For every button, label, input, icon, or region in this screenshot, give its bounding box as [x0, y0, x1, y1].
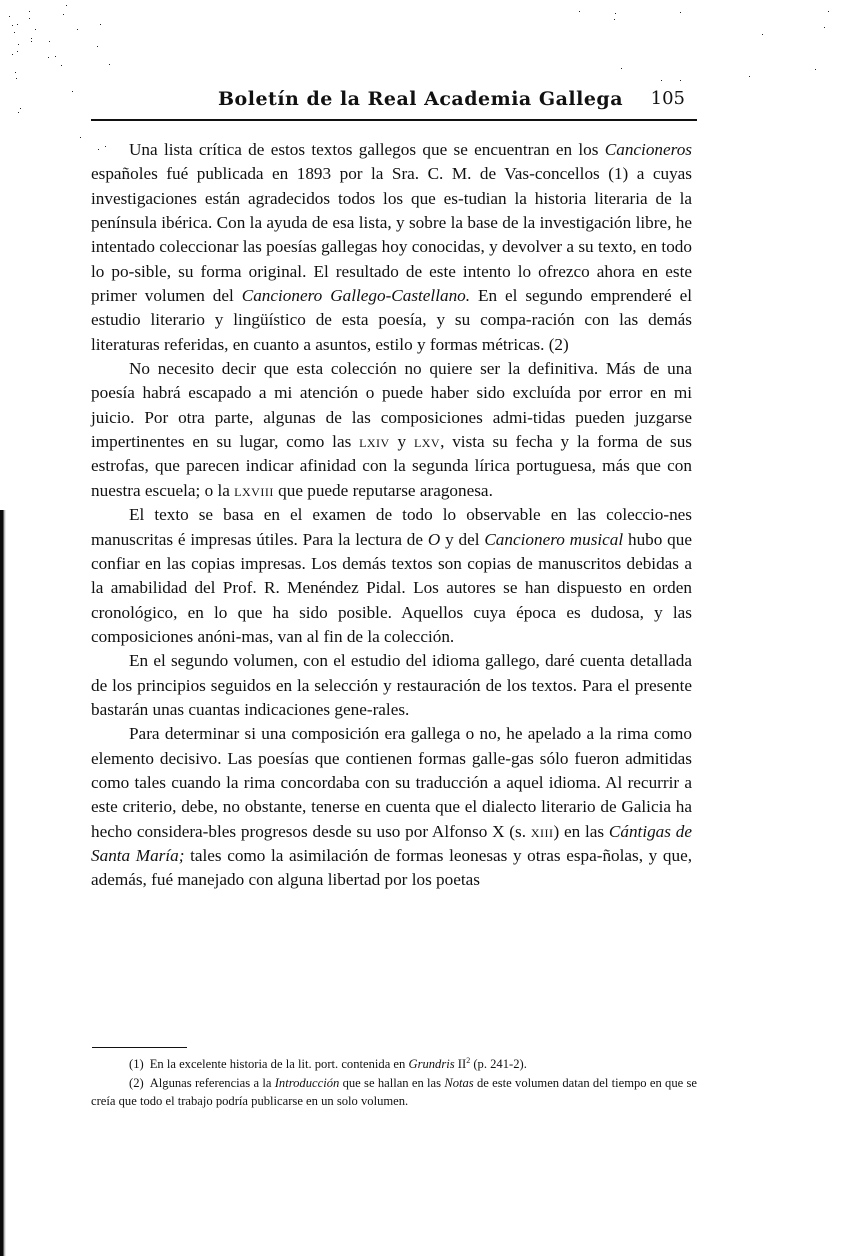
text-run: Para determinar si una composición era gallega o no, he apelado a la rima como elemento decisivo. Las poesías que contienen formas galle-gas sólo fueron admitidas como tales cuando la rima concordaba con su traducción a aquel idioma. Al recurrir a este criterio, debe, no obstante, tenerse en cuenta que el dialecto literario de Galicia ha hecho considera-bles progresos desde su uso por Alfonso X (s.	[91, 724, 692, 841]
footnote-marker: (1)	[129, 1057, 144, 1071]
body-text	[91, 138, 692, 893]
scan-speck	[29, 18, 30, 19]
scan-speck	[35, 29, 36, 30]
footnote-rule	[92, 1047, 187, 1048]
scan-speck	[100, 24, 101, 25]
paragraph	[91, 138, 692, 357]
scan-speck	[579, 11, 580, 12]
footnote	[91, 1074, 697, 1111]
scan-speck	[77, 29, 78, 30]
footnote-marker: (2)	[129, 1075, 144, 1090]
italic-text: Cancionero Gallego-Castellano.	[241, 286, 471, 306]
text-run: Una lista crítica de estos textos gallegos que se encuentran en los	[129, 140, 605, 159]
paragraph	[91, 649, 692, 722]
text-run: españoles fué publicada en 1893 por la Sra. C. M. de Vas-concellos (1) a cuyas investigaciones están agradecidos todos los que es-tudian la historia literaria de la península ibérica. Con la ayuda de esa lista, y sobre la base de la investigación libre, he intentado coleccionar las poesías gallegas hoy conocidas, y devolver a su texto, en todo lo po-sible, su forma original. El resultado de este intento lo ofrezco ahora en este primer volumen del	[91, 164, 692, 306]
text-run: No necesito decir que esta colección no quiere ser la definitiva. Más de una poesía habrá escapado a mi atención o puede haber sido excluída por error en mi juicio. Por otra parte, algunas de las composiciones admi-tidas pueden juzgarse impertinentes en su lugar, como las	[91, 359, 692, 452]
text-run: y	[389, 432, 414, 452]
scan-speck	[49, 41, 50, 42]
scan-speck	[17, 24, 18, 25]
footnotes	[91, 1055, 697, 1111]
scan-speck	[815, 69, 816, 70]
scan-speck	[621, 68, 622, 69]
scan-speck	[55, 56, 56, 57]
scan-speck	[828, 11, 829, 12]
scan-speck	[29, 11, 30, 12]
scan-speck	[48, 57, 49, 58]
text-run: En la excelente historia de la lit. port. contenida en	[149, 1057, 409, 1071]
scan-speck	[66, 5, 67, 6]
scan-speck	[824, 27, 825, 28]
page-number: 105	[650, 88, 685, 109]
italic-text: O	[427, 529, 441, 549]
scan-speck	[18, 44, 19, 45]
footnote	[91, 1055, 697, 1074]
text-run: que puede reputarse aragonesa.	[273, 480, 493, 500]
roman-numeral: lxviii	[234, 480, 274, 500]
scan-speck	[762, 34, 763, 35]
italic-text: Grundris	[408, 1057, 455, 1071]
scan-speck	[614, 19, 615, 20]
scan-speck	[31, 38, 32, 39]
running-head	[91, 88, 697, 114]
scan-speck	[72, 91, 73, 92]
scan-edge-shadow	[0, 510, 6, 1256]
italic-text: Notas	[444, 1075, 474, 1090]
text-run: tales como la asimilación de formas leonesas y otras espa-ñolas, y que, además, fué manejado con alguna libertad por los poetas	[91, 845, 692, 890]
text-run: que se hallan en las	[339, 1075, 445, 1090]
header-rule	[91, 119, 697, 121]
scan-speck	[31, 41, 32, 42]
scan-speck	[18, 112, 19, 113]
scan-speck	[16, 78, 17, 79]
italic-text: Cancioneros	[604, 140, 692, 159]
scan-speck	[98, 149, 99, 150]
scan-speck	[80, 137, 81, 138]
text-run: y del	[440, 529, 485, 549]
text-run: hubo que confiar en las copias impresas. Los demás textos son copias de manuscritos debidas a la amabilidad del Prof. R. Menéndez Pidal. Los autores se han dispuesto en orden cronológico, en lo que ha sido posible. Aquellos cuya época es dudosa, y las composiciones anóni-mas, van al fin de la colección.	[91, 529, 692, 646]
text-run: , vista su fecha y la forma de sus estrofas, que parecen indicar afinidad con la segunda lírica portuguesa, más que con nuestra escuela; o la	[91, 432, 692, 500]
text-run: II	[454, 1057, 467, 1071]
text-run: de este volumen datan del tiempo en que se creía que todo el trabajo podría publicarse en un solo volumen.	[91, 1075, 697, 1108]
scan-speck	[109, 64, 110, 65]
text-run: Algunas referencias a la	[149, 1075, 275, 1090]
running-title: Boletín de la Real Academia Gallega	[218, 88, 624, 110]
text-run: (p. 241-2).	[470, 1057, 527, 1071]
scan-speck	[61, 65, 62, 66]
scan-speck	[20, 108, 21, 109]
scan-speck	[15, 72, 16, 73]
scan-speck	[680, 80, 681, 81]
roman-numeral: xiii	[530, 821, 554, 841]
paragraph	[91, 357, 692, 503]
scan-speck	[17, 51, 18, 52]
scan-speck	[12, 54, 13, 55]
scan-speck	[97, 46, 98, 47]
italic-text: Cántigas de Santa María;	[91, 821, 692, 865]
scan-speck	[749, 76, 750, 77]
scan-speck	[14, 32, 15, 33]
scan-speck	[63, 14, 64, 15]
roman-numeral: lxv	[413, 432, 441, 452]
scan-speck	[680, 12, 681, 13]
text-run: El texto se basa en el examen de todo lo observable en las coleccio-nes manuscritas é impresas útiles. Para la lectura de	[91, 505, 692, 549]
text-run: En el segundo emprenderé el estudio literario y lingüístico de esta poesía, y su compa-ración con las demás literaturas referidas, en cuanto a asuntos, estilo y formas métricas. (2)	[91, 286, 693, 354]
scan-speck	[9, 16, 10, 17]
roman-numeral: lxiv	[359, 432, 390, 452]
scan-speck	[661, 80, 662, 81]
text-run: En el segundo volumen, con el estudio del idioma gallego, daré cuenta detallada de los principios seguidos en la selección y restauración de los textos. Para el presente bastarán unas cuantas indicaciones gene-rales.	[91, 651, 692, 719]
scan-speck	[105, 146, 106, 147]
paragraph	[91, 503, 692, 649]
text-run: ) en las	[553, 821, 609, 841]
paragraph	[91, 722, 692, 892]
scan-speck	[615, 13, 616, 14]
italic-text: Cancionero musical	[484, 529, 624, 549]
text-run: 2	[466, 1055, 471, 1065]
scan-speck	[12, 25, 13, 26]
italic-text: Introducción	[274, 1075, 340, 1090]
